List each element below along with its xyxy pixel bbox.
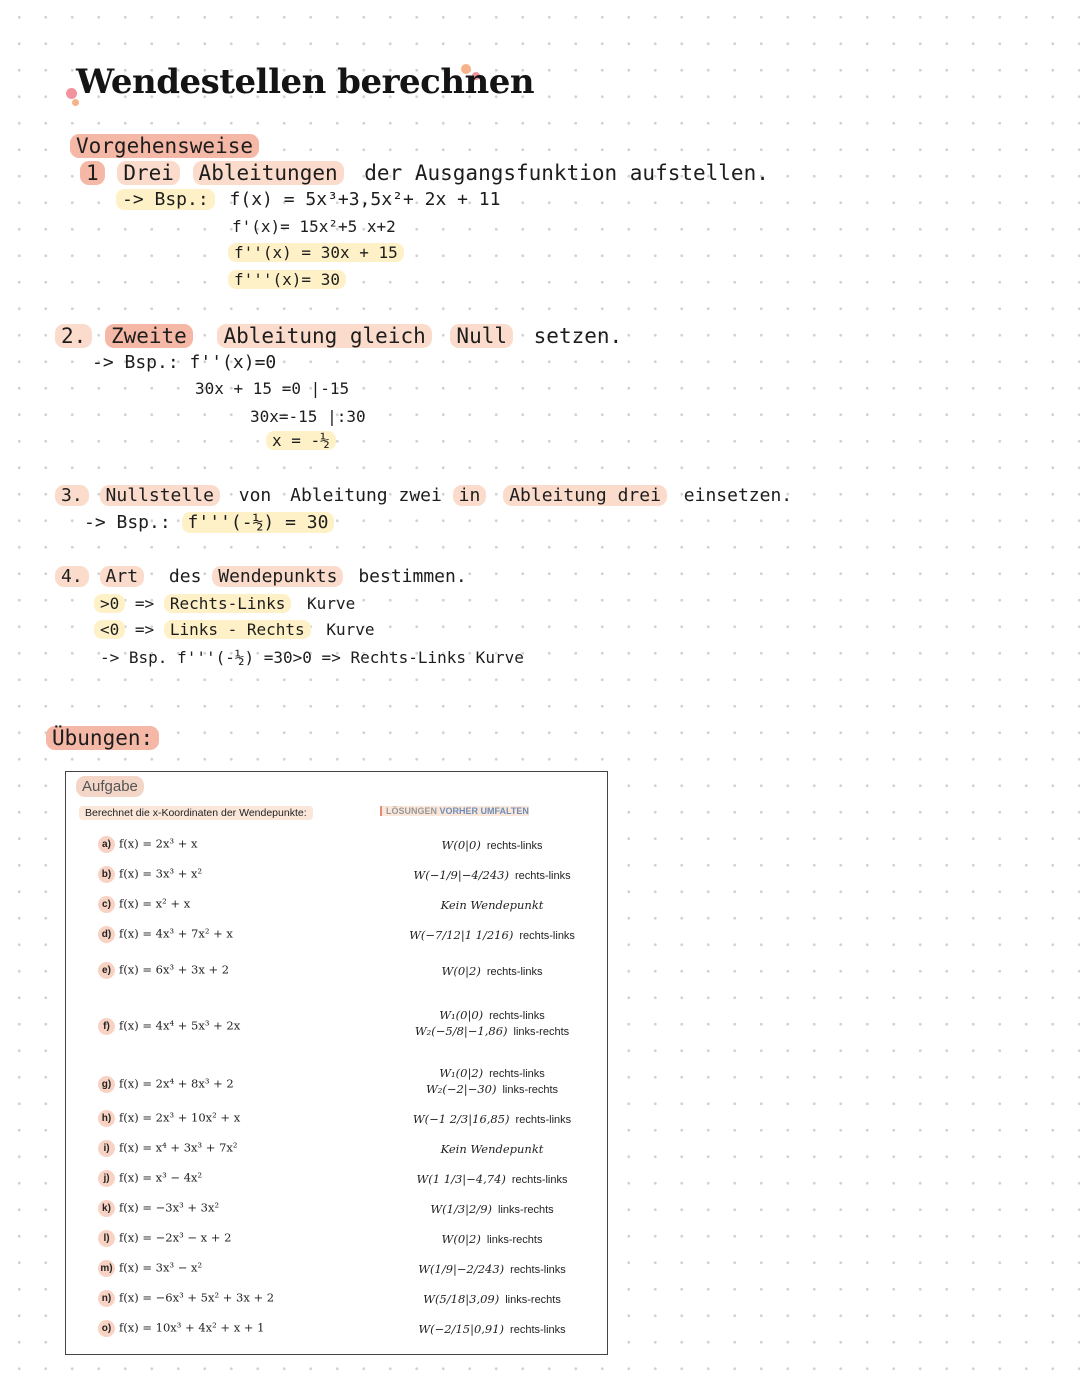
step2-example — [92, 352, 276, 373]
exercise-function — [98, 1076, 234, 1093]
step1-number: 1 — [80, 161, 105, 185]
exercise-function — [98, 1320, 264, 1337]
solution — [392, 1066, 592, 1080]
solution-point: W(−1 2/3|16,85) — [412, 1112, 510, 1126]
exercise-function — [98, 926, 233, 943]
exercise-formula: f(x) = 2x³ + 10x² + x — [119, 1110, 241, 1125]
solution-point: W₂(−2|−30) — [425, 1082, 497, 1096]
solution-direction: rechts-links — [514, 870, 571, 882]
exercise-formula: f(x) = 2x³ + x — [119, 836, 198, 851]
solution-direction: links-rechts — [498, 1204, 554, 1216]
solution — [392, 1008, 592, 1022]
solution — [392, 964, 592, 978]
exercise-formula: f(x) = x³ − 4x² — [119, 1170, 203, 1185]
rule-text: Links - Rechts — [164, 620, 311, 639]
step3-keyword: Nullstelle — [100, 485, 220, 506]
step4-line — [55, 566, 467, 587]
exercise-function — [98, 896, 190, 913]
step1-derivative-1: f'(x)= 15x²+5 x+2 — [232, 217, 396, 236]
exercise-letter: j) — [98, 1170, 115, 1187]
rule-arrow: => — [134, 620, 155, 639]
solution — [392, 868, 592, 882]
exercise-letter: m) — [98, 1260, 115, 1277]
step4-keyword: Art — [100, 566, 145, 587]
exercise-formula: f(x) = −3x³ + 3x² — [119, 1200, 220, 1215]
solution-point: W(0|0) — [441, 838, 481, 852]
page-title: Wendestellen berechnen — [76, 62, 535, 102]
solution — [392, 838, 592, 852]
exercise-function — [98, 1230, 231, 1247]
solution-point: W(1/3|2/9) — [430, 1202, 493, 1216]
exercise-formula: f(x) = 2x⁴ + 8x³ + 2 — [119, 1076, 234, 1091]
solutions-label: LÖSUNGEN — [386, 806, 438, 816]
exercise-letter: d) — [98, 926, 115, 943]
exercise-formula: f(x) = −6x³ + 5x² + 3x + 2 — [119, 1290, 275, 1305]
step1-derivative-3: f'''(x)= 30 — [228, 270, 346, 289]
solution-direction: rechts-links — [489, 1010, 545, 1022]
step4-example: -> Bsp. f'''(-½) =30>0 => Rechts-Links Kurve — [100, 648, 524, 667]
solution-direction: rechts-links — [489, 1068, 545, 1080]
solution-direction: rechts-links — [486, 966, 543, 978]
step4-number: 4. — [55, 566, 89, 587]
solution-direction: rechts-links — [486, 840, 543, 852]
solution-point: W₁(0|2) — [439, 1066, 484, 1080]
solution-direction: rechts-links — [515, 1114, 572, 1126]
solution-direction: rechts-links — [510, 1264, 566, 1276]
solution — [392, 1262, 592, 1276]
exercise-letter: c) — [98, 896, 115, 913]
step2-line — [55, 324, 622, 348]
solutions-note: VORHER UMFALTEN — [439, 806, 529, 816]
rule-text: Rechts-Links — [164, 594, 292, 613]
exercise-box — [65, 771, 608, 1355]
exercise-function — [98, 1170, 202, 1187]
step1-function: f(x) = 5x³+3,5x²+ 2x + 11 — [229, 189, 501, 210]
solution-direction: links-rechts — [486, 1234, 543, 1246]
step4-keyword: Wendepunkts — [212, 566, 343, 587]
solution — [392, 1142, 592, 1156]
step1-example — [116, 189, 500, 210]
solution-direction: rechts-links — [510, 1324, 566, 1336]
exercise-function — [98, 1110, 240, 1127]
exercise-formula: f(x) = x² + x — [119, 896, 191, 911]
step2-number: 2. — [55, 324, 92, 348]
solution-point: W(−1/9|−4/243) — [413, 868, 509, 882]
exercise-letter: g) — [98, 1076, 115, 1093]
solution-point: W(1 1/3|−4,74) — [416, 1172, 506, 1186]
step1-derivative-2: f''(x) = 30x + 15 — [228, 243, 404, 262]
example-label: -> Bsp.: — [116, 189, 215, 210]
step3-line — [55, 485, 792, 506]
solution-point: W₁(0|0) — [439, 1008, 484, 1022]
solution — [392, 1172, 592, 1186]
solution-direction: links-rechts — [513, 1026, 570, 1038]
step3-keyword: Ableitung zwei — [290, 485, 442, 506]
step3-text: von — [238, 485, 272, 506]
step1-keyword: Ableitungen — [193, 161, 344, 185]
solution — [392, 898, 592, 912]
step1-text: der Ausgangsfunktion aufstellen. — [364, 161, 769, 185]
exercise-function — [98, 1260, 202, 1277]
solution-direction: rechts-links — [511, 1174, 568, 1186]
solution-point: W(5/18|3,09) — [423, 1292, 500, 1306]
solution — [392, 1292, 592, 1306]
solution-point: W(−7/12|1 1/216) — [409, 928, 514, 942]
exercise-function — [98, 1140, 237, 1157]
solution-direction: links-rechts — [502, 1084, 559, 1096]
solution — [392, 1232, 592, 1246]
instruction-text: Berechnet die x-Koordinaten der Wendepunkte: — [79, 806, 313, 820]
exercise-function — [98, 1018, 240, 1035]
exercise-letter: o) — [98, 1320, 115, 1337]
solution-point: W(0|2) — [441, 1232, 481, 1246]
step2-equation: f''(x)=0 — [189, 352, 277, 373]
step3-example-value: f'''(-½) = 30 — [182, 512, 335, 533]
exercise-letter: a) — [98, 836, 115, 853]
solution-direction: rechts-links — [519, 930, 575, 942]
step2-keyword: Null — [450, 324, 513, 348]
exercise-function — [98, 1200, 219, 1217]
exercise-letter: n) — [98, 1290, 115, 1307]
exercise-formula: f(x) = 3x³ − x² — [119, 1260, 203, 1275]
exercise-formula: f(x) = 4x³ + 7x² + x — [119, 926, 233, 941]
exercise-letter: e) — [98, 962, 115, 979]
example-label: -> Bsp.: — [84, 512, 171, 533]
solution — [392, 1082, 592, 1096]
rule-condition: >0 — [94, 594, 125, 613]
step4-text: bestimmen. — [358, 566, 467, 587]
solution-point: Kein Wendepunkt — [440, 898, 544, 912]
exercise-letter: l) — [98, 1230, 115, 1247]
solution-point: W₂(−5/8|−1,86) — [414, 1024, 508, 1038]
example-label: -> Bsp.: — [92, 352, 179, 373]
exercise-function — [98, 836, 198, 853]
solution-point: W(0|2) — [441, 964, 481, 978]
aufgabe-badge: Aufgabe — [76, 776, 144, 797]
solution — [392, 928, 592, 942]
solution — [392, 1322, 592, 1336]
solution — [392, 1024, 592, 1038]
step3-text: einsetzen. — [683, 485, 793, 506]
rule-end: Kurve — [307, 594, 356, 613]
step3-number: 3. — [55, 485, 89, 506]
step4-rule — [94, 620, 374, 639]
exercise-function — [98, 1290, 274, 1307]
step3-example — [84, 512, 334, 533]
exercise-letter: i) — [98, 1140, 115, 1157]
exercise-letter: k) — [98, 1200, 115, 1217]
step1-keyword: Drei — [117, 161, 180, 185]
solution-point: W(1/9|−2/243) — [418, 1262, 505, 1276]
solution — [392, 1202, 592, 1216]
exercise-formula: f(x) = 10x³ + 4x² + x + 1 — [119, 1320, 265, 1335]
rule-arrow: => — [134, 594, 155, 613]
solution-point: W(−2/15|0,91) — [418, 1322, 505, 1336]
exercise-letter: f) — [98, 1018, 115, 1035]
solution-point: Kein Wendepunkt — [440, 1142, 544, 1156]
exercise-formula: f(x) = 6x³ + 3x + 2 — [119, 962, 230, 977]
rule-end: Kurve — [326, 620, 375, 639]
exercise-formula: f(x) = 4x⁴ + 5x³ + 2x — [119, 1018, 241, 1033]
step2-result: x = -½ — [266, 431, 336, 450]
solution-direction: links-rechts — [505, 1294, 561, 1306]
exercise-formula: f(x) = −2x³ − x + 2 — [119, 1230, 232, 1245]
solutions-header — [380, 806, 529, 816]
step2-keyword: Zweite — [105, 324, 193, 348]
rule-condition: <0 — [94, 620, 125, 639]
exercise-letter: h) — [98, 1110, 115, 1127]
exercises-heading: Übungen: — [46, 726, 159, 750]
step3-keyword: Ableitung drei — [503, 485, 667, 506]
exercise-function — [98, 866, 202, 883]
step2-equation: 30x + 15 =0 |-15 — [195, 379, 350, 398]
exercise-formula: f(x) = 3x³ + x² — [119, 866, 203, 881]
step2-equation: 30x=-15 |:30 — [250, 407, 366, 426]
exercise-formula: f(x) = x⁴ + 3x³ + 7x² — [119, 1140, 238, 1155]
step4-text: des — [168, 566, 202, 587]
section-heading: Vorgehensweise — [70, 134, 259, 158]
exercise-letter: b) — [98, 866, 115, 883]
step3-text: in — [453, 485, 487, 506]
step2-text: setzen. — [533, 324, 623, 348]
step1-line — [80, 161, 769, 185]
exercise-function — [98, 962, 229, 979]
step4-rule — [94, 594, 355, 613]
solution — [392, 1112, 592, 1126]
step2-keyword: Ableitung gleich — [217, 324, 431, 348]
